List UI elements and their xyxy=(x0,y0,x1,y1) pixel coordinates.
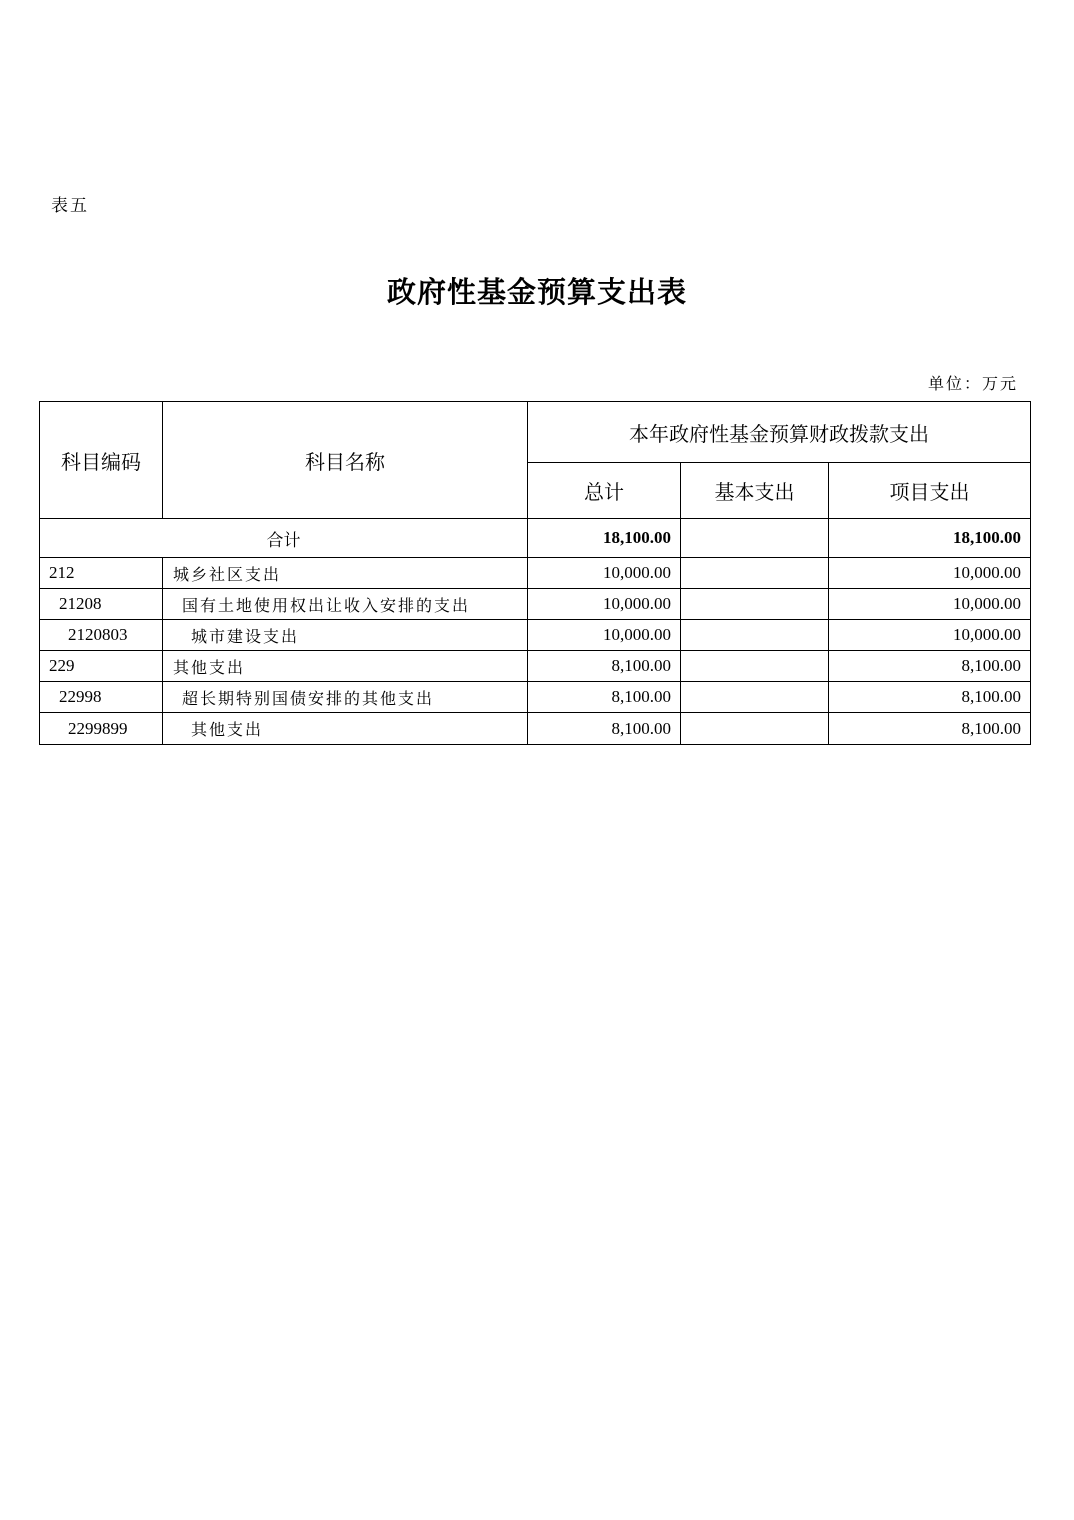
row-code: 22998 xyxy=(40,682,163,713)
unit-label: 单位：万元 xyxy=(927,374,1018,393)
table-row xyxy=(40,651,1031,682)
total-cell-basic xyxy=(681,519,829,558)
row-name: 其他支出 xyxy=(163,651,528,682)
row-basic xyxy=(681,651,829,682)
header-row xyxy=(40,402,1031,463)
row-basic xyxy=(681,558,829,589)
table-row xyxy=(40,620,1031,651)
row-code: 2299899 xyxy=(40,713,163,745)
table-row xyxy=(40,558,1031,589)
row-total: 10,000.00 xyxy=(528,589,681,620)
row-project: 8,100.00 xyxy=(829,651,1031,682)
row-name: 国有土地使用权出让收入安排的支出 xyxy=(163,589,528,620)
row-project: 8,100.00 xyxy=(829,682,1031,713)
header-group: 本年政府性基金预算财政拨款支出 xyxy=(528,402,1031,463)
row-basic xyxy=(681,589,829,620)
row-name: 超长期特别国债安排的其他支出 xyxy=(163,682,528,713)
row-basic xyxy=(681,620,829,651)
row-total: 10,000.00 xyxy=(528,558,681,589)
budget-table xyxy=(39,401,1031,745)
row-code: 229 xyxy=(40,651,163,682)
table-row xyxy=(40,589,1031,620)
total-cell-total: 18,100.00 xyxy=(528,519,681,558)
header-basic: 基本支出 xyxy=(681,463,829,519)
row-name: 城乡社区支出 xyxy=(163,558,528,589)
row-total: 8,100.00 xyxy=(528,713,681,745)
table-row xyxy=(40,682,1031,713)
total-row xyxy=(40,519,1031,558)
header-total: 总计 xyxy=(528,463,681,519)
row-project: 10,000.00 xyxy=(829,620,1031,651)
header-name: 科目名称 xyxy=(163,402,528,519)
row-basic xyxy=(681,713,829,745)
row-total: 10,000.00 xyxy=(528,620,681,651)
page-title: 政府性基金预算支出表 xyxy=(386,275,687,309)
row-name: 其他支出 xyxy=(163,713,528,745)
row-code: 21208 xyxy=(40,589,163,620)
row-project: 8,100.00 xyxy=(829,713,1031,745)
table-number: 表五 xyxy=(51,196,89,216)
header-project: 项目支出 xyxy=(829,463,1031,519)
row-code: 2120803 xyxy=(40,620,163,651)
row-name: 城市建设支出 xyxy=(163,620,528,651)
row-total: 8,100.00 xyxy=(528,682,681,713)
table-row xyxy=(40,713,1031,745)
row-basic xyxy=(681,682,829,713)
total-label: 合计 xyxy=(40,519,528,558)
header-code: 科目编码 xyxy=(40,402,163,519)
row-total: 8,100.00 xyxy=(528,651,681,682)
row-project: 10,000.00 xyxy=(829,558,1031,589)
row-code: 212 xyxy=(40,558,163,589)
total-cell-project: 18,100.00 xyxy=(829,519,1031,558)
row-project: 10,000.00 xyxy=(829,589,1031,620)
